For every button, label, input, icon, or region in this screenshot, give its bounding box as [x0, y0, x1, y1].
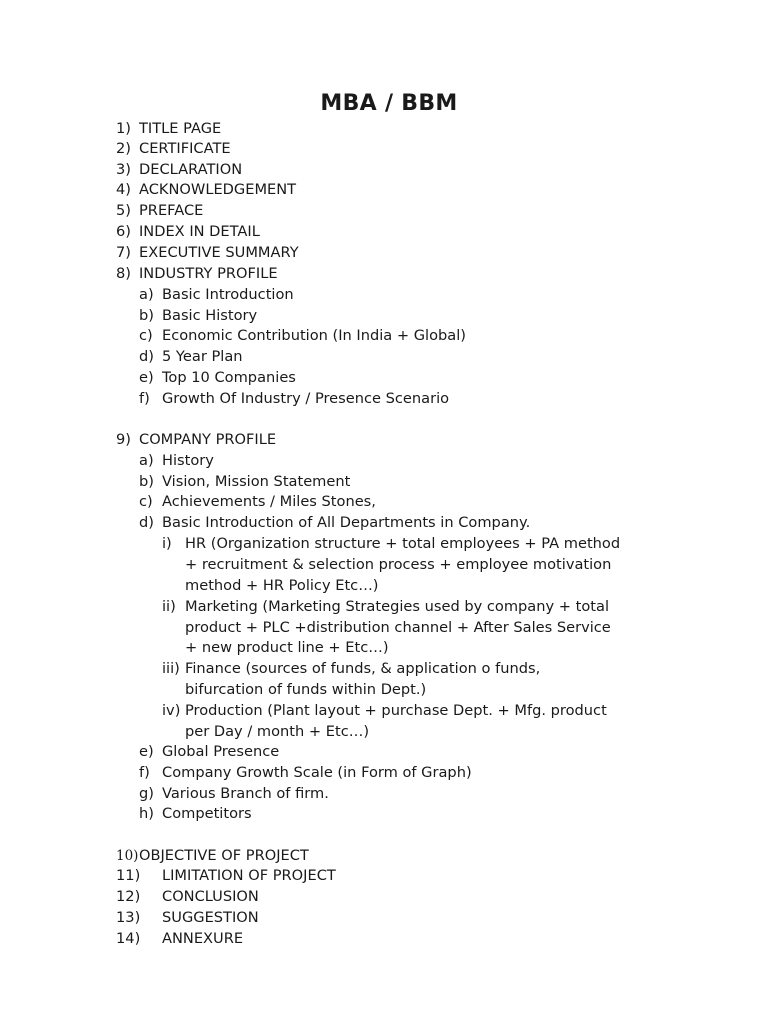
- page-title: MBA / BBM: [320, 91, 458, 116]
- document-page: MBA / BBM 1) TITLE PAGE 2) CERTIFICATE 3) DECLARATION 4) ACKNOWLEDGEMENT 5) PREFACE 6) INDEX IN DETAIL 7) EXECUTIVE SUMMARY 8) INDUSTRY PROFILE a) Basic Introduction b) Basic History c) Economic Contribution (In India + Global) d) 5 Year Plan e) Top 10 Companies f) Growth Of Industry / Presence Scenario 9) COMPANY PROFILE a) History b) Vision, Mission Statement c) Achievements / Miles Stones, d) Basic Introduction of All Departments in Company. i) HR (Organization structure + total employees + PA method + recruitment & selection process + employee motivation method + HR Policy Etc…) ii) Marketing (Marketing Strategies used by company + total product + PLC +distribution channel + After Sales Service + new product line + Etc…) iii) Finance (sources of funds, & application o funds, bifurcation of funds within Dept.) iv) Production (Plant layout + purchase Dept. + Mfg. product per Day / month + Etc…) e) Global Presence f) Company Growth Scale (in Form of Graph) g) Various Branch of firm. h) Competitors 10) OBJECTIVE OF PROJECT 11) LIMITATION OF PROJECT 12) CONCLUSION 13) SUGGESTION 14) ANNEXURE: [0, 0, 768, 1024]
